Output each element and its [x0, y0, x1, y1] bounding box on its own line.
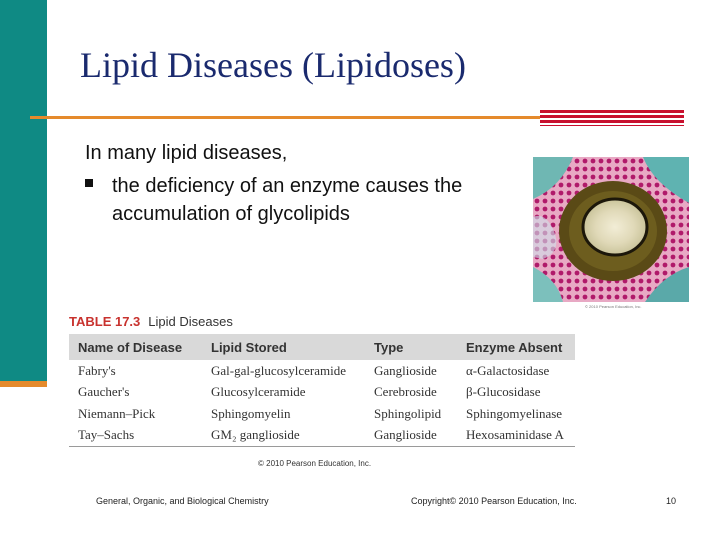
bullet-item — [85, 172, 515, 228]
table-cell: Fabry's — [78, 362, 116, 378]
table-number: TABLE 17.3 — [69, 314, 141, 329]
table-cell: Sphingomyelin — [211, 405, 291, 421]
micrograph-illustration — [533, 157, 689, 302]
footer-course-title: General, Organic, and Biological Chemistry — [96, 496, 269, 506]
table-cell: Gal-gal-glucosylceramide — [211, 362, 346, 378]
table-copyright: © 2010 Pearson Education, Inc. — [258, 459, 372, 468]
table-cell: Cerebroside — [374, 384, 437, 400]
left-accent-bar — [0, 0, 47, 383]
table-row — [69, 382, 575, 404]
table-cell: Glucosylceramide — [211, 384, 306, 400]
table-cell: Niemann–Pick — [78, 405, 156, 421]
table-cell: Ganglioside — [374, 362, 437, 378]
table-row — [69, 425, 575, 447]
slide-title: Lipid Diseases (Lipidoses) — [80, 45, 466, 85]
table-cell: α-Galactosidase — [466, 362, 550, 378]
photo-credit: © 2010 Pearson Education, Inc. — [585, 304, 642, 309]
table-cell: Tay–Sachs — [69, 425, 202, 447]
column-header: Enzyme Absent — [457, 334, 575, 360]
table-cell: GM₂ ganglioside — [202, 425, 365, 447]
intro-text: In many lipid diseases, — [85, 142, 288, 164]
table-caption — [69, 314, 233, 329]
table-title: Lipid Diseases — [148, 314, 233, 329]
square-bullet-icon — [85, 179, 93, 187]
table-cell: Gaucher's — [78, 384, 130, 400]
column-header: Type — [365, 334, 457, 360]
title-underline-stripes — [540, 110, 684, 126]
column-header: Name of Disease — [69, 334, 202, 360]
table-cell: Hexosaminidase A — [457, 425, 575, 447]
table-row — [69, 403, 575, 425]
footer-copyright: Copyright© 2010 Pearson Education, Inc. — [411, 496, 577, 506]
column-header: Lipid Stored — [202, 334, 365, 360]
table-cell: β-Glucosidase — [466, 384, 541, 400]
table-cell: Sphingolipid — [374, 405, 442, 421]
table-cell: Ganglioside — [365, 425, 457, 447]
table-row — [69, 360, 575, 382]
bullet-text: the deficiency of an enzyme causes the accumulation of glycolipids — [112, 175, 463, 225]
page-number: 10 — [666, 496, 677, 506]
micrograph-image — [533, 157, 689, 302]
table-header-row — [69, 334, 575, 360]
lipid-diseases-table — [69, 334, 575, 447]
table-cell: Sphingomyelinase — [466, 405, 563, 421]
left-accent-tick — [0, 381, 47, 387]
